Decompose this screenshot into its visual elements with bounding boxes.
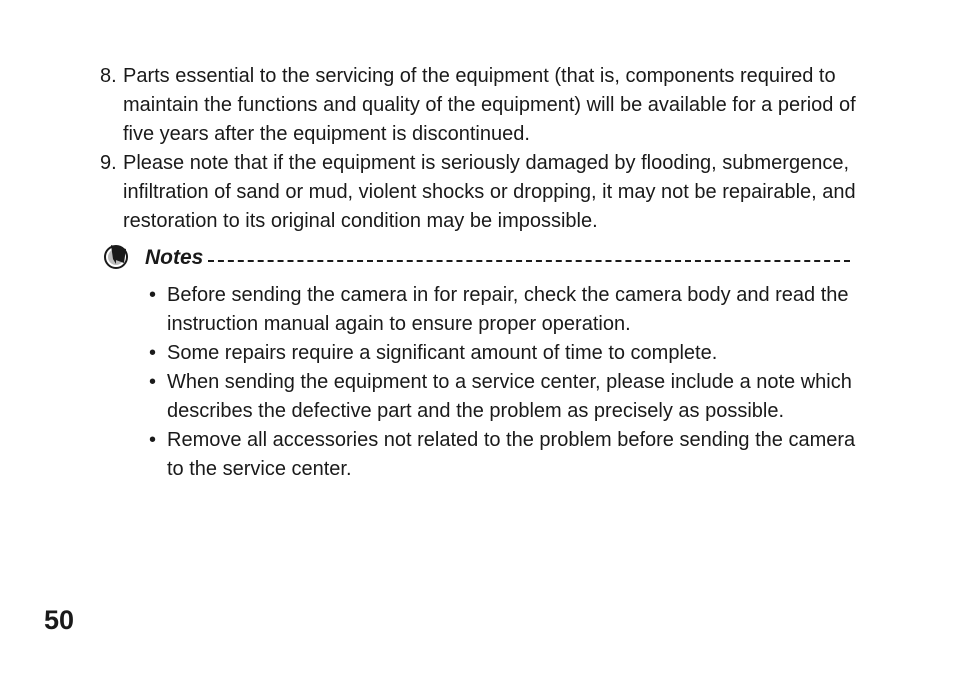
notes-list-item xyxy=(146,281,856,339)
item-number: 9. xyxy=(100,152,117,174)
note-text: Some repairs require a significant amount of time to complete. xyxy=(167,342,718,364)
list-item xyxy=(100,62,870,149)
notes-list-item xyxy=(146,339,856,368)
note-text: When sending the equipment to a service center, please include a note which describes the defective part and the problem as precisely as possible. xyxy=(167,371,852,422)
bullet-icon: • xyxy=(149,284,157,306)
page-number: 50 xyxy=(44,605,75,635)
notes-dashed-rule xyxy=(208,260,850,262)
bullet-icon: • xyxy=(149,429,157,451)
item-number: 8. xyxy=(100,65,117,87)
note-text: Before sending the camera in for repair, check the camera body and read the instruction manual again to ensure proper operation. xyxy=(167,284,849,335)
note-text: Remove all accessories not related to the problem before sending the camera to the service center. xyxy=(167,429,856,480)
notes-header xyxy=(102,240,862,274)
notes-list-item xyxy=(146,368,856,426)
notes-title: Notes xyxy=(145,246,204,269)
item-text: Parts essential to the servicing of the equipment (that is, components required to maintain the functions and quality of the equipment) will be available for a period of five years after the equipment is discontinued. xyxy=(123,65,856,145)
notes-icon xyxy=(102,242,130,270)
notes-list xyxy=(146,281,856,484)
bullet-icon: • xyxy=(149,371,157,393)
bullet-icon: • xyxy=(149,342,157,364)
notes-list-item xyxy=(146,426,856,484)
item-text: Please note that if the equipment is seriously damaged by flooding, submergence, infiltration of sand or mud, violent shocks or dropping, it may not be repairable, and restoration to its original condition may be impossible. xyxy=(123,152,856,232)
numbered-list xyxy=(100,62,870,236)
list-item xyxy=(100,149,870,236)
